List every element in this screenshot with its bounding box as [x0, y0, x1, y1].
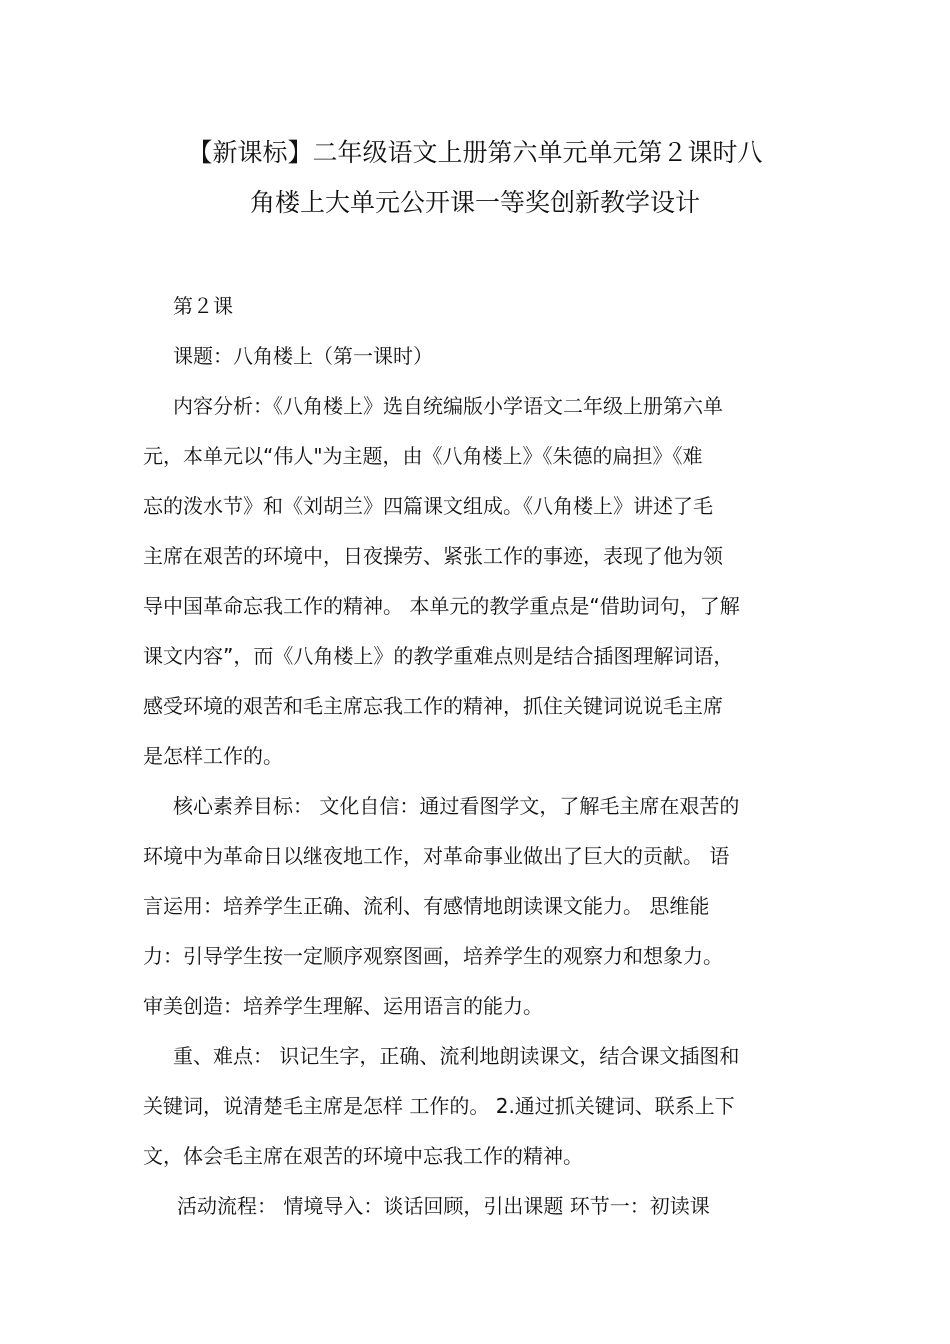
lesson-number: 第２课: [173, 294, 233, 318]
core-literacy-line: 环境中为革命日以继夜地工作，对革命事业做出了巨大的贡献。 语: [143, 844, 730, 868]
key-points-line: 重、难点： 识记生字，正确、流利地朗读课文，结合课文插图和: [173, 1044, 740, 1068]
title-line-1: 【新课标】二年级语文上册第六单元单元第２课时八: [187, 138, 763, 167]
core-literacy-line: 审美创造：培养学生理解、运用语言的能力。: [143, 994, 543, 1018]
content-analysis-line: 主席在艰苦的环境中，日夜操劳、紧张工作的事迹，表现了他为领: [143, 544, 723, 568]
content-analysis-line: 元，本单元以“伟人"为主题，由《八角楼上》《朱德的扁担》《难: [143, 444, 703, 468]
lesson-topic: 课题：八角楼上（第一课时）: [173, 344, 433, 368]
core-literacy-line: 力：引导学生按一定顺序观察图画，培养学生的观察力和想象力。: [143, 944, 723, 968]
content-analysis-line: 感受环境的艰苦和毛主席忘我工作的精神，抓住关键词说说毛主席: [143, 694, 723, 718]
activity-flow-line: 活动流程： 情境导入：谈话回顾，引出课题 环节一：初读课: [177, 1194, 710, 1218]
key-points-line: 文，体会毛主席在艰苦的环境中忘我工作的精神。: [143, 1144, 583, 1168]
title-line-2: 角楼上大单元公开课一等奖创新教学设计: [249, 188, 700, 217]
content-analysis-line: 内容分析：《八角楼上》选自统编版小学语文二年级上册第六单: [173, 394, 723, 418]
core-literacy-line: 核心素养目标： 文化自信：通过看图学文，了解毛主席在艰苦的: [173, 794, 740, 818]
content-analysis-line: 是怎样工作的。: [143, 744, 283, 768]
content-analysis-line: 忘的泼水节》和《刘胡兰》四篇课文组成。《八角楼上》讲述了毛: [143, 494, 713, 518]
content-analysis-line: 课文内容”，而《八角楼上》的教学重难点则是结合插图理解词语，: [143, 644, 734, 668]
key-points-line: 关键词，说清楚毛主席是怎样 工作的。 2.通过抓关键词、联系上下: [143, 1094, 735, 1118]
document-title: [140, 128, 810, 228]
content-analysis-line: 导中国革命忘我工作的精神。 本单元的教学重点是“借助词句，了解: [143, 594, 740, 618]
document-body: [143, 281, 807, 1231]
core-literacy-line: 言运用：培养学生正确、流利、有感情地朗读课文能力。 思维能: [143, 894, 710, 918]
